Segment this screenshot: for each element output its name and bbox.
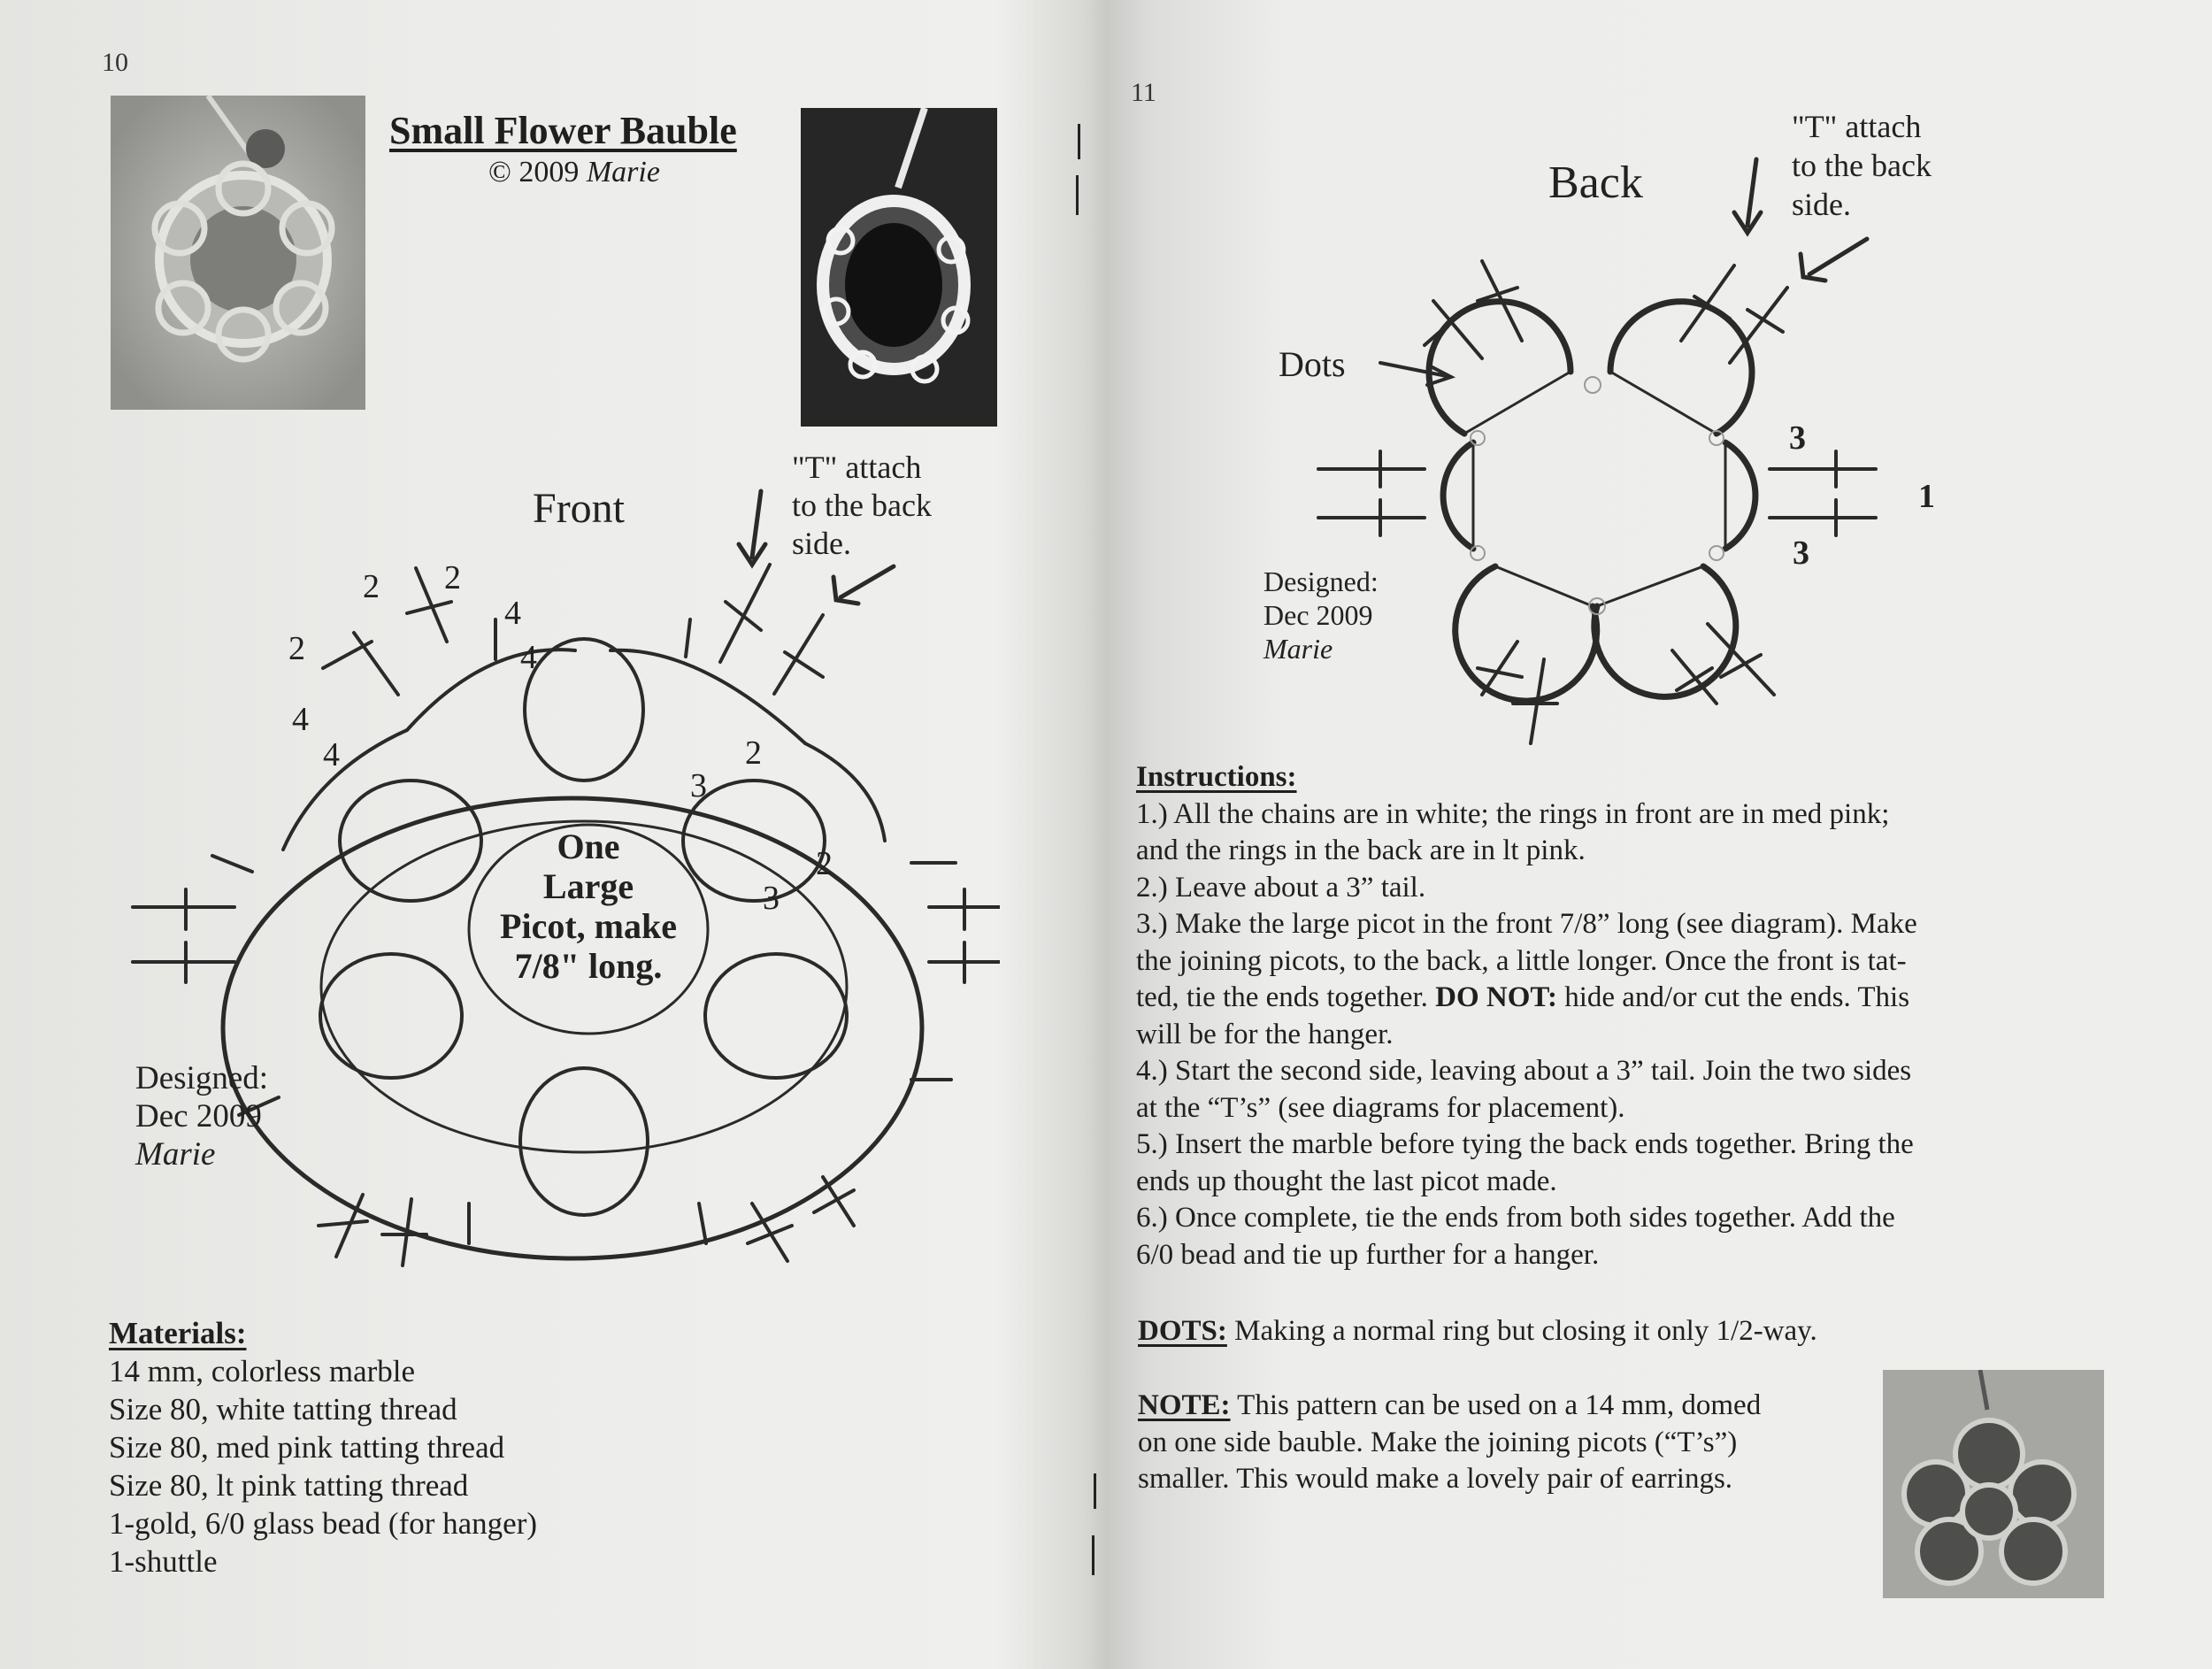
num: 3 (763, 880, 780, 917)
materials-item: 1-gold, 6/0 glass bead (for hanger) (109, 1506, 538, 1541)
designed-date: Dec 2009 (135, 1098, 262, 1134)
center-text-3: Picot, make (500, 906, 677, 946)
num: 4 (323, 736, 340, 773)
num: 2 (745, 735, 762, 772)
materials-item: 14 mm, colorless marble (109, 1354, 416, 1388)
materials-block (109, 1314, 799, 1581)
instruction-line: 6/0 bead and tie up further for a hanger. (1136, 1238, 1600, 1271)
dots-heading: DOTS: (1138, 1315, 1227, 1347)
pattern-title: Small Flower Bauble (389, 109, 737, 152)
page-number-left: 10 (102, 48, 128, 77)
instruction-line: ends up thought the last picot made. (1136, 1165, 1557, 1197)
dots-label: Dots (1279, 344, 1346, 384)
back-label: Back (1548, 158, 1643, 208)
binding-mark (1076, 175, 1079, 215)
instructions-heading: Instructions: (1136, 761, 1297, 793)
num: 4 (504, 595, 521, 632)
t-note-line1: "T" attach (792, 450, 922, 485)
t-note-line2: to the back (792, 488, 932, 523)
designed-date: Dec 2009 (1263, 599, 1373, 631)
instructions-block (1136, 759, 2074, 1273)
author-name: Marie (586, 156, 660, 188)
num: 2 (444, 559, 461, 596)
copyright-year: © 2009 (488, 156, 580, 188)
materials-item: Size 80, med pink tatting thread (109, 1430, 505, 1465)
num: 3 (1793, 535, 1809, 572)
earring-photo (1883, 1370, 2104, 1598)
num: 3 (690, 767, 707, 804)
num: 2 (288, 630, 305, 667)
instruction-line: 5.) Insert the marble before tying the back ends together. Bring the (1136, 1128, 1914, 1160)
center-text-1: One (557, 827, 620, 866)
center-text-4: 7/8" long. (514, 946, 663, 986)
t-note-line3: side. (1792, 187, 1851, 222)
note-block (1138, 1388, 1890, 1498)
note-line: This pattern can be used on a 14 mm, domed (1230, 1389, 1762, 1421)
materials-item: 1-shuttle (109, 1544, 218, 1579)
materials-item: Size 80, lt pink tatting thread (109, 1468, 469, 1503)
num: 4 (292, 701, 309, 738)
dots-text: Making a normal ring but closing it only 1/2-way. (1226, 1315, 1817, 1347)
instruction-text: ted, tie the ends together. (1136, 981, 1428, 1013)
note-heading: NOTE: (1138, 1389, 1231, 1421)
note-line: smaller. This would make a lovely pair of earrings. (1138, 1463, 1733, 1495)
binding-mark (1092, 1535, 1094, 1575)
copyright-line (488, 156, 660, 189)
instruction-line: 1.) All the chains are in white; the rings in front are in med pink; (1136, 797, 1890, 830)
t-note-line1: "T" attach (1792, 109, 1922, 144)
instruction-line: 4.) Start the second side, leaving about a 3” tail. Join the two sides (1136, 1055, 1912, 1087)
num: 1 (1918, 478, 1935, 515)
back-diagram (1177, 102, 2017, 765)
front-diagram (115, 425, 1000, 1283)
center-text-2: Large (542, 866, 634, 906)
instruction-line (1136, 980, 2074, 1017)
materials-item: Size 80, white tatting thread (109, 1392, 457, 1427)
designed-label: Designed: (135, 1060, 269, 1096)
designed-by: Marie (1263, 633, 1333, 665)
bauble-photo-left (111, 96, 365, 410)
instruction-line: will be for the hanger. (1136, 1018, 1394, 1050)
binding-mark (1078, 124, 1080, 159)
instruction-line: 6.) Once complete, tie the ends from both sides together. Add the (1136, 1202, 1895, 1234)
num: 2 (816, 845, 833, 882)
instruction-text: hide and/or cut the ends. This (1556, 981, 1910, 1013)
front-label: Front (533, 485, 626, 532)
instruction-line: 3.) Make the large picot in the front 7/8” long (see diagram). Make (1136, 908, 1917, 940)
dots-note (1138, 1313, 2111, 1350)
binding-mark (1094, 1473, 1096, 1509)
bauble-photo-dark (801, 108, 997, 427)
instruction-line: and the rings in the back are in lt pink. (1136, 834, 1586, 866)
designed-label: Designed: (1263, 565, 1379, 597)
instruction-line: 2.) Leave about a 3” tail. (1136, 871, 1426, 904)
t-note-line3: side. (792, 526, 851, 561)
instruction-line: at the “T’s” (see diagrams for placement). (1136, 1091, 1625, 1124)
note-line: on one side bauble. Make the joining picots (“T’s”) (1138, 1426, 1738, 1458)
t-note-line2: to the back (1792, 148, 1932, 183)
do-not-label: DO NOT: (1435, 981, 1557, 1013)
materials-heading: Materials: (109, 1316, 247, 1350)
num: 2 (363, 568, 380, 605)
instruction-line: the joining picots, to the back, a little longer. Once the front is tat- (1136, 944, 1907, 977)
num: 4 (520, 639, 537, 676)
designed-by: Marie (135, 1136, 216, 1173)
num: 3 (1789, 419, 1806, 457)
page-number-right: 11 (1131, 78, 1156, 107)
